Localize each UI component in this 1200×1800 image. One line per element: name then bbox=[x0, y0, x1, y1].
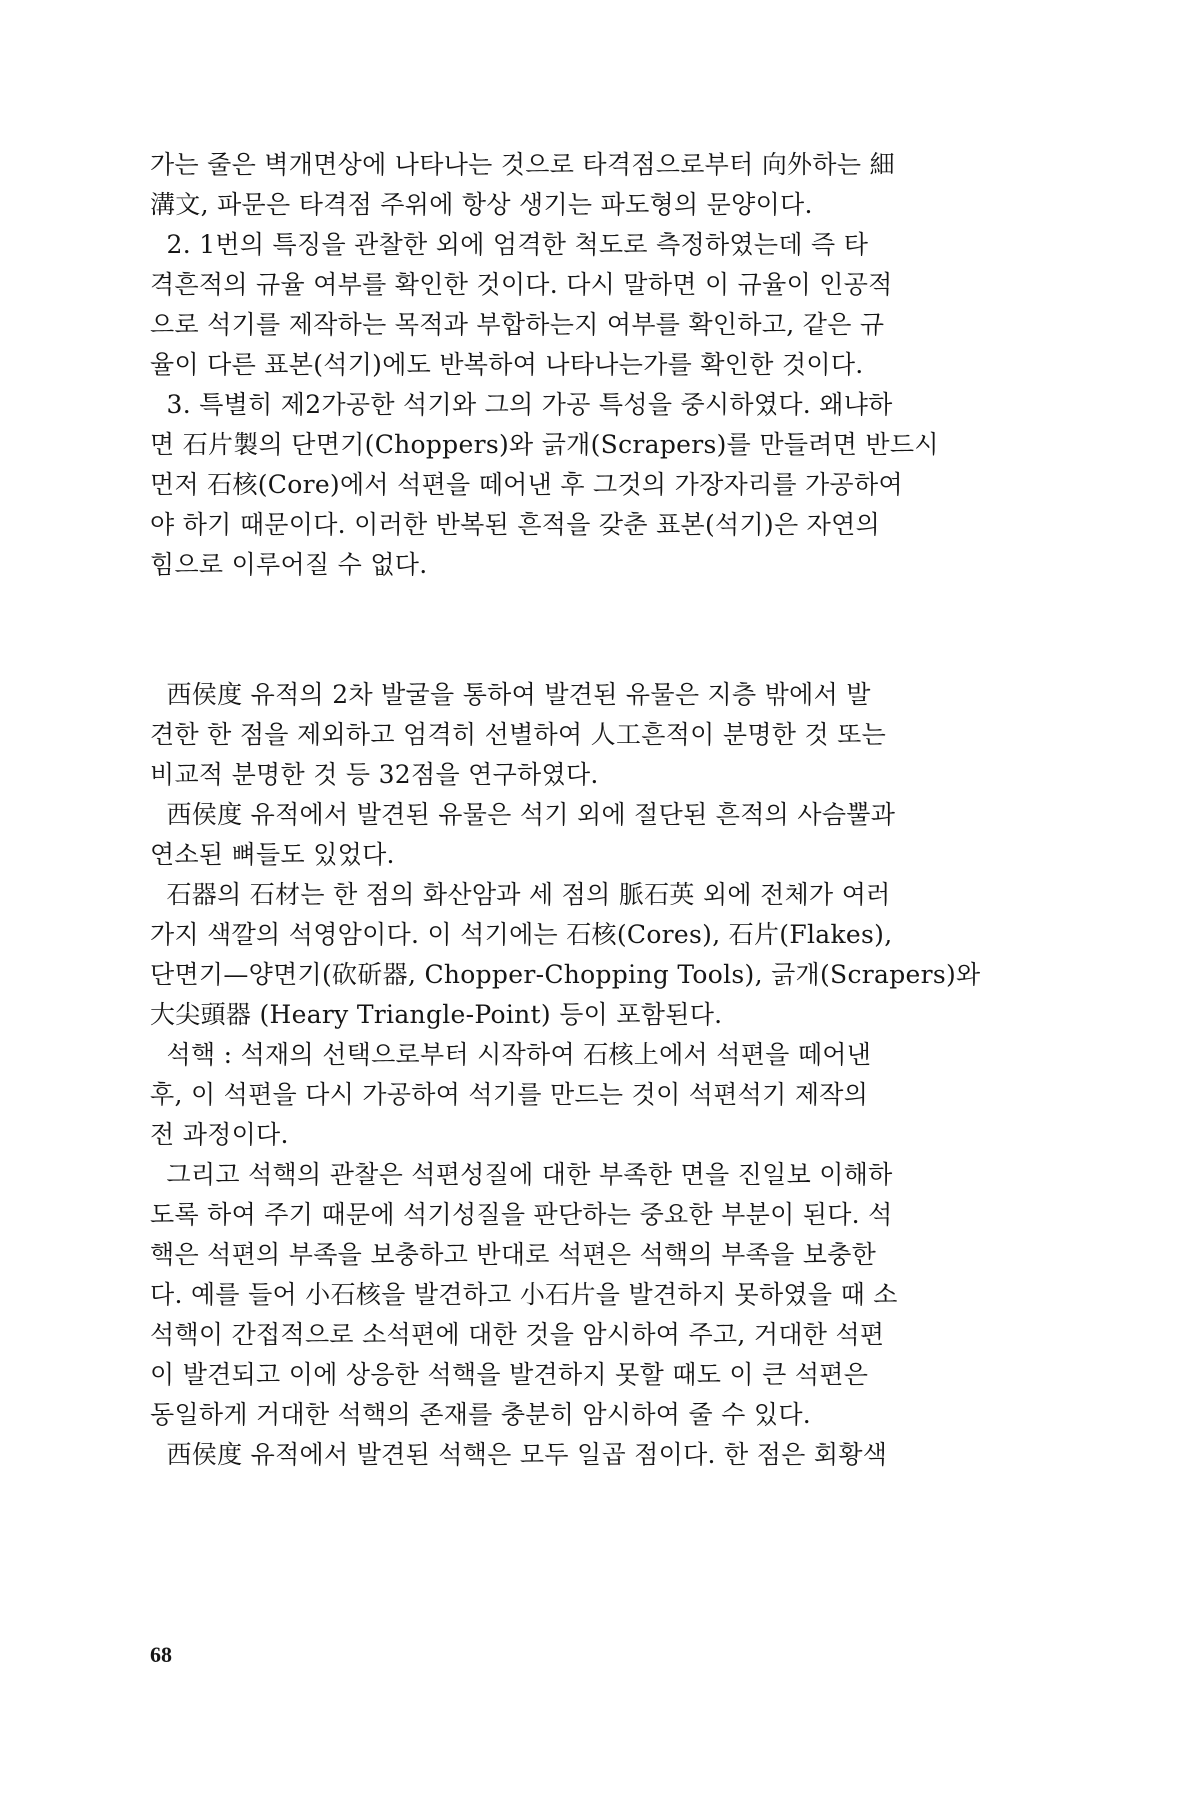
text-line: 西侯度 유적의 2차 발굴을 통하여 발견된 유물은 지층 밖에서 발 bbox=[150, 680, 871, 709]
text-line: 도록 하여 주기 때문에 석기성질을 판단하는 중요한 부분이 된다. 석 bbox=[150, 1200, 893, 1229]
text-line: 溝文, 파문은 타격점 주위에 항상 생기는 파도형의 문양이다. bbox=[150, 190, 813, 219]
text-line: 단면기—양면기(砍斫器, Chopper-Chopping Tools), 긁개(Scrapers)와 bbox=[150, 960, 981, 989]
text-line: 西侯度 유적에서 발견된 유물은 석기 외에 절단된 흔적의 사슴뿔과 bbox=[150, 800, 896, 829]
text-line: 大尖頭器 (Heary Triangle-Point) 등이 포함된다. bbox=[150, 1000, 723, 1029]
text-line: 석핵이 간접적으로 소석편에 대한 것을 암시하여 주고, 거대한 석편 bbox=[150, 1320, 885, 1349]
text-line: 石器의 石材는 한 점의 화산암과 세 점의 脈石英 외에 전체가 여러 bbox=[150, 880, 891, 909]
text-line: 핵은 석편의 부족을 보충하고 반대로 석편은 석핵의 부족을 보충한 bbox=[150, 1240, 877, 1269]
text-line: 먼저 石核(Core)에서 석편을 떼어낸 후 그것의 가장자리를 가공하여 bbox=[150, 470, 903, 499]
text-block-bottom bbox=[150, 675, 1050, 1475]
text-line: 야 하기 때문이다. 이러한 반복된 흔적을 갖춘 표본(석기)은 자연의 bbox=[150, 510, 881, 539]
text-line: 전 과정이다. bbox=[150, 1120, 289, 1149]
page-number: 68 bbox=[150, 1642, 172, 1667]
text-line: 가는 줄은 벽개면상에 나타나는 것으로 타격점으로부터 向外하는 細 bbox=[150, 150, 895, 179]
text-line: 힘으로 이루어질 수 없다. bbox=[150, 550, 428, 579]
text-line: 석핵 : 석재의 선택으로부터 시작하여 石核上에서 석편을 떼어낸 bbox=[150, 1040, 872, 1069]
text-line: 견한 한 점을 제외하고 엄격히 선별하여 人工흔적이 분명한 것 또는 bbox=[150, 720, 887, 749]
text-line: 그리고 석핵의 관찰은 석편성질에 대한 부족한 면을 진일보 이해하 bbox=[150, 1160, 893, 1189]
text-line: 연소된 뼈들도 있었다. bbox=[150, 840, 395, 869]
text-line: 면 石片製의 단면기(Choppers)와 긁개(Scrapers)를 만들려면 반드시 bbox=[150, 430, 939, 459]
text-line: 다. 예를 들어 小石核을 발견하고 小石片을 발견하지 못하였을 때 소 bbox=[150, 1280, 898, 1309]
text-line: 西侯度 유적에서 발견된 석핵은 모두 일곱 점이다. 한 점은 회황색 bbox=[150, 1440, 888, 1469]
text-line: 3. 특별히 제2가공한 석기와 그의 가공 특성을 중시하였다. 왜냐하 bbox=[150, 390, 893, 419]
text-line: 가지 색깔의 석영암이다. 이 석기에는 石核(Cores), 石片(Flakes), bbox=[150, 920, 893, 949]
text-line: 율이 다른 표본(석기)에도 반복하여 나타나는가를 확인한 것이다. bbox=[150, 350, 864, 379]
text-line: 비교적 분명한 것 등 32점을 연구하였다. bbox=[150, 760, 599, 789]
text-line: 이 발견되고 이에 상응한 석핵을 발견하지 못할 때도 이 큰 석편은 bbox=[150, 1360, 869, 1389]
text-block-top bbox=[150, 145, 1050, 585]
text-line: 2. 1번의 특징을 관찰한 외에 엄격한 척도로 측정하였는데 즉 타 bbox=[150, 230, 869, 259]
text-line: 으로 석기를 제작하는 목적과 부합하는지 여부를 확인하고, 같은 규 bbox=[150, 310, 885, 339]
text-line: 격흔적의 규율 여부를 확인한 것이다. 다시 말하면 이 규율이 인공적 bbox=[150, 270, 893, 299]
text-line: 후, 이 석편을 다시 가공하여 석기를 만드는 것이 석편석기 제작의 bbox=[150, 1080, 869, 1109]
text-line: 동일하게 거대한 석핵의 존재를 충분히 암시하여 줄 수 있다. bbox=[150, 1400, 812, 1429]
